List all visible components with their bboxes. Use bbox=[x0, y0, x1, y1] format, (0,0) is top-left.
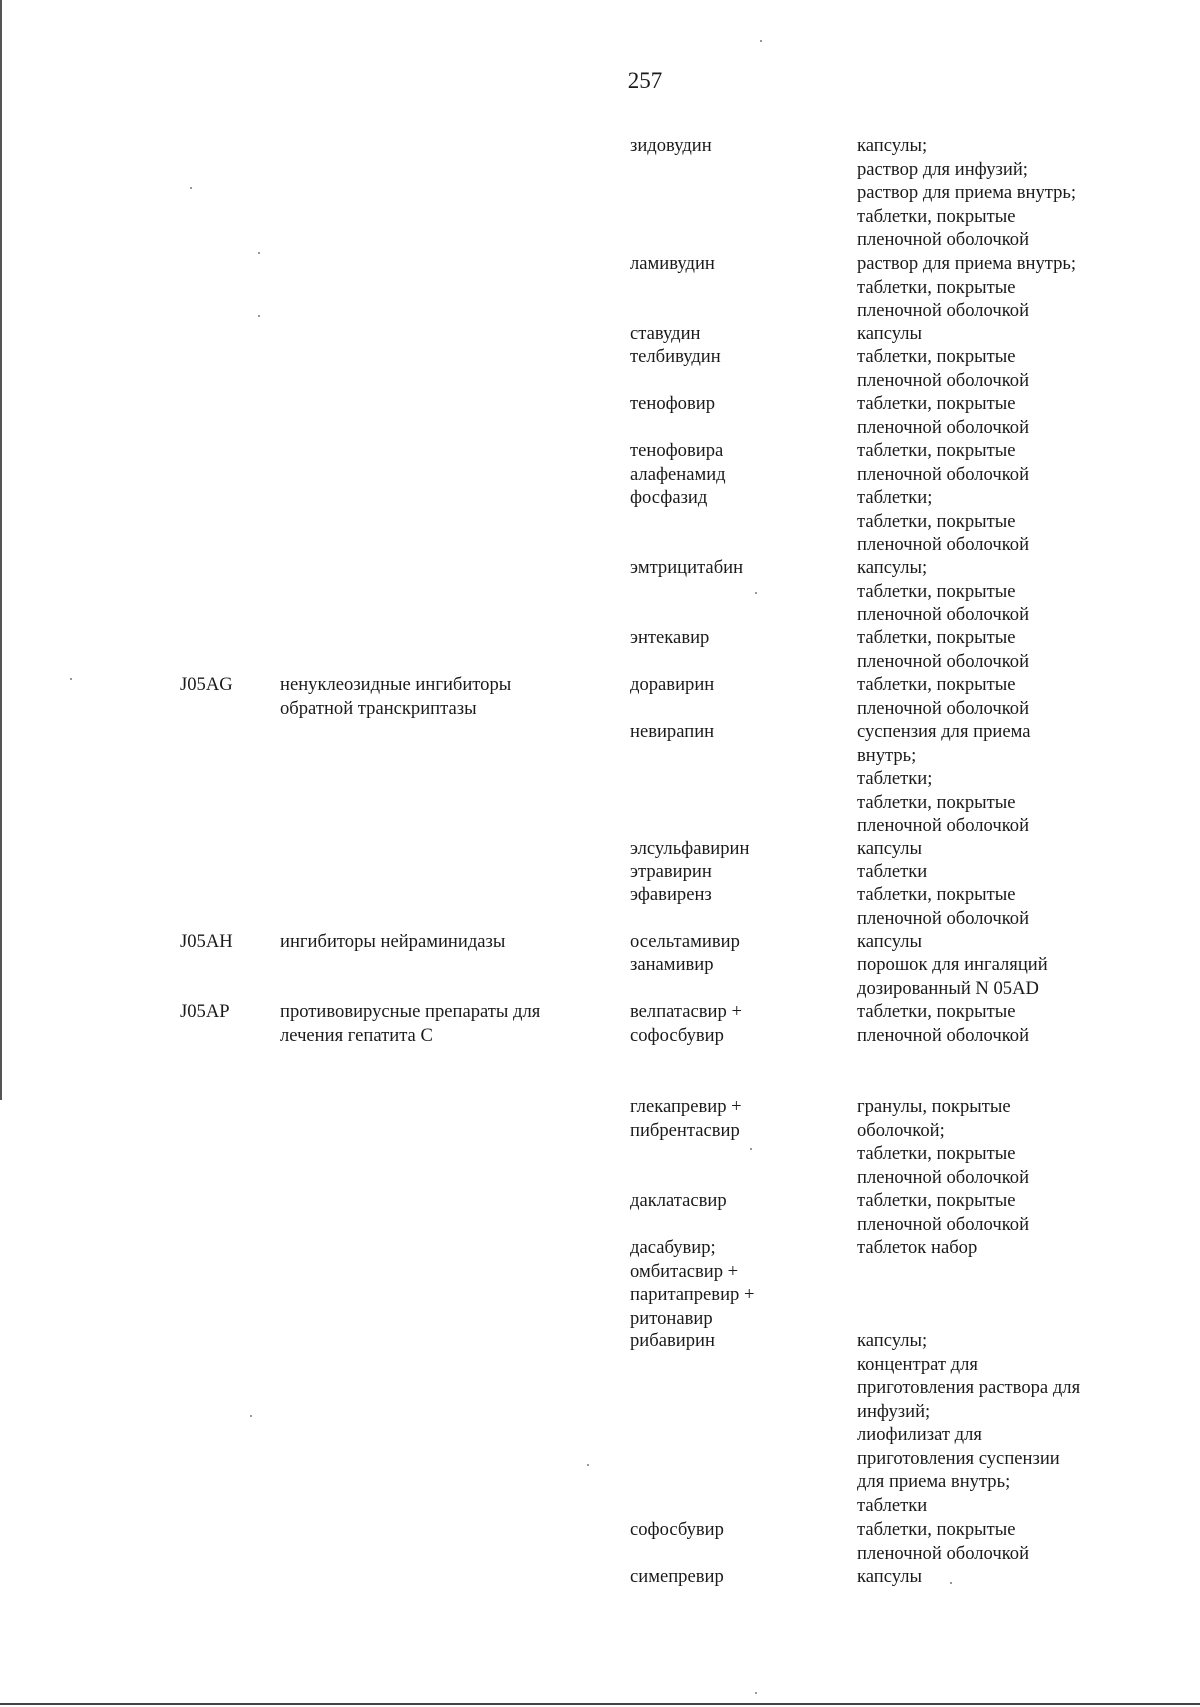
drug-name: фосфазид bbox=[630, 487, 708, 508]
dosage-forms: таблетки, покрытые пленочной оболочкой bbox=[857, 440, 1030, 485]
group-code: J05AG bbox=[180, 674, 233, 695]
dosage-forms: таблетки, покрытые пленочной оболочкой bbox=[857, 1001, 1030, 1046]
dosage-forms: таблетки, покрытые пленочной оболочкой bbox=[857, 1519, 1030, 1564]
drug-name: ламивудин bbox=[630, 253, 715, 274]
drug-name: невирапин bbox=[630, 721, 715, 742]
dosage-forms: капсулы bbox=[857, 1566, 922, 1587]
drug-name: эфавиренз bbox=[630, 884, 712, 905]
drug-name: софосбувир bbox=[630, 1519, 724, 1540]
drug-name: телбивудин bbox=[630, 346, 721, 367]
dosage-forms: порошок для ингаляций дозированный N 05AD bbox=[857, 954, 1048, 999]
drug-name: этравирин bbox=[630, 861, 712, 882]
dosage-forms: таблетки; таблетки, покрытые пленочной оболочкой bbox=[857, 487, 1030, 555]
dosage-forms: таблетки, покрытые пленочной оболочкой bbox=[857, 627, 1030, 672]
dosage-forms: раствор для приема внутрь; таблетки, покрытые пленочной оболочкой bbox=[857, 253, 1077, 321]
dosage-forms: капсулы; раствор для инфузий; раствор для приема внутрь; таблетки, покрытые пленочной оболочкой bbox=[857, 135, 1077, 250]
dosage-forms: суспензия для приема внутрь; таблетки; таблетки, покрытые пленочной оболочкой bbox=[857, 721, 1031, 836]
drug-name: эмтрицитабин bbox=[630, 557, 744, 578]
drug-name: рибавирин bbox=[630, 1330, 715, 1351]
group-name: ненуклеозидные ингибиторы обратной транскриптазы bbox=[280, 674, 512, 719]
drug-name: даклатасвир bbox=[630, 1190, 727, 1211]
dosage-forms: капсулы bbox=[857, 323, 922, 344]
drug-name: тенофовира алафенамид bbox=[630, 440, 726, 485]
drug-name: симепревир bbox=[630, 1566, 724, 1587]
drug-name: зидовудин bbox=[630, 135, 712, 156]
drug-name: глекапревир + пибрентасвир bbox=[630, 1096, 742, 1141]
drug-name: доравирин bbox=[630, 674, 715, 695]
dosage-forms: капсулы; таблетки, покрытые пленочной оболочкой bbox=[857, 557, 1030, 625]
dosage-forms: капсулы bbox=[857, 931, 922, 952]
group-name: противовирусные препараты для лечения гепатита С bbox=[280, 1001, 541, 1046]
group-name: ингибиторы нейраминидазы bbox=[280, 931, 506, 952]
dosage-forms: капсулы bbox=[857, 838, 922, 859]
dosage-forms: таблеток набор bbox=[857, 1237, 978, 1258]
dosage-forms: капсулы; концентрат для приготовления раствора для инфузий; лиофилизат для приготовления суспензии для приема внутрь; таблетки bbox=[857, 1330, 1081, 1516]
dosage-forms: таблетки, покрытые пленочной оболочкой bbox=[857, 393, 1030, 438]
dosage-forms: таблетки, покрытые пленочной оболочкой bbox=[857, 346, 1030, 391]
drug-name: занамивир bbox=[630, 954, 714, 975]
dosage-forms: таблетки bbox=[857, 861, 928, 882]
dosage-forms: гранулы, покрытые оболочкой; таблетки, покрытые пленочной оболочкой bbox=[857, 1096, 1030, 1188]
drug-name: тенофовир bbox=[630, 393, 715, 414]
drug-name: энтекавир bbox=[630, 627, 710, 648]
drug-name: велпатасвир + софосбувир bbox=[630, 1001, 742, 1046]
drug-name: осельтамивир bbox=[630, 931, 740, 952]
dosage-forms: таблетки, покрытые пленочной оболочкой bbox=[857, 884, 1030, 929]
group-code: J05AH bbox=[180, 931, 233, 952]
group-code: J05AP bbox=[180, 1001, 230, 1022]
dosage-forms: таблетки, покрытые пленочной оболочкой bbox=[857, 674, 1030, 719]
dosage-forms: таблетки, покрытые пленочной оболочкой bbox=[857, 1190, 1030, 1235]
page-number: 257 bbox=[627, 68, 663, 93]
drug-name: элсульфавирин bbox=[630, 838, 750, 859]
drug-name: дасабувир; омбитасвир + паритапревир + ритонавир bbox=[630, 1237, 755, 1329]
drug-name: ставудин bbox=[630, 323, 701, 344]
